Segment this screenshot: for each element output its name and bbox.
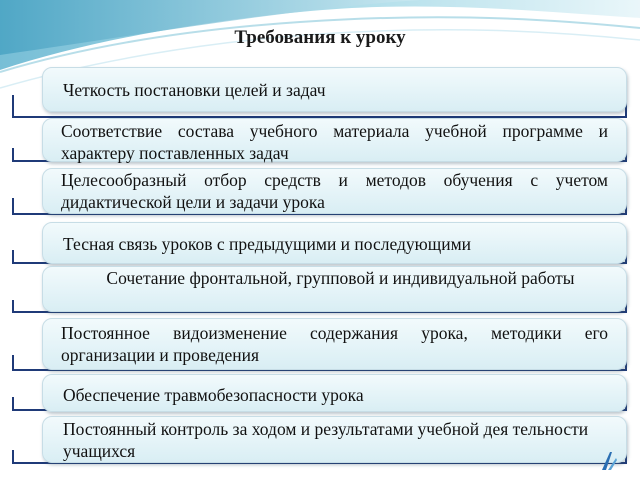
requirement-box [42, 374, 627, 412]
requirement-text: Четкость постановки целей и задач [63, 80, 326, 100]
requirement-text: Соответствие состава учебного материала учебной программе и характеру поставленных задач [61, 121, 608, 163]
requirement-text: Обеспечение травмобезопасности урока [63, 385, 364, 405]
requirement-text: Постоянный контроль за ходом и результатами учебной дея тельности учащихся [63, 419, 589, 461]
requirement-box [42, 222, 627, 264]
requirement-box [42, 266, 627, 312]
requirement-text: Постоянное видоизменение содержания урока, методики его организации и проведения [61, 323, 608, 365]
slide-title: Требования к уроку [234, 27, 406, 48]
requirement-box [42, 67, 627, 112]
requirement-box [42, 118, 627, 162]
corner-mark-icon [598, 450, 620, 472]
requirement-box [42, 416, 627, 463]
requirement-text: Целесообразный отбор средств и методов обучения с учетом дидактической цели и задачи урока [61, 170, 608, 212]
requirement-text: Тесная связь уроков с предыдущими и последующими [63, 234, 472, 254]
requirement-box [42, 168, 627, 214]
requirement-text: Сочетание фронтальной, групповой и индивидуальной работы [106, 268, 575, 288]
requirement-box [42, 318, 627, 370]
